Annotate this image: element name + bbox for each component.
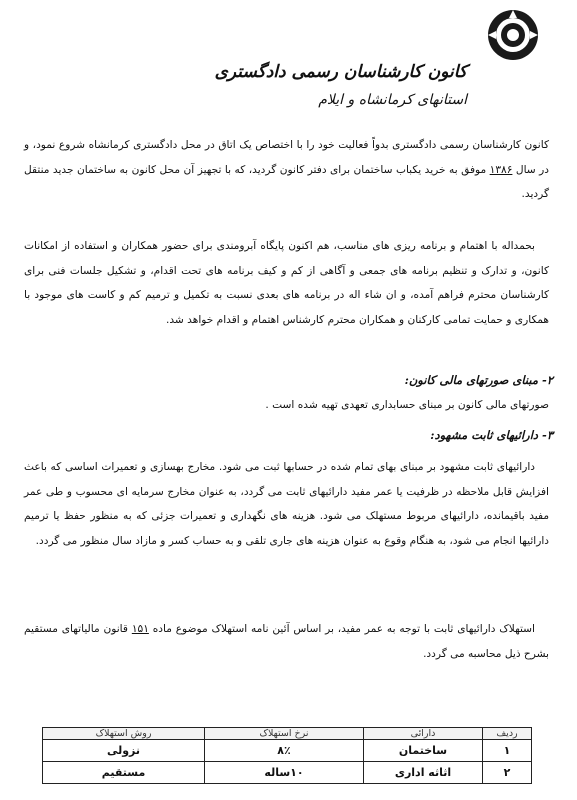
section-3-paragraph-2 bbox=[24, 617, 549, 666]
depreciation-text-a: استهلاک دارائیهای ثابت با توجه به عمر مفید، بر اساس آئین نامه استهلاک موضوع ماده bbox=[148, 623, 535, 635]
section-3-heading: ۳- دارائیهای ثابت مشهود: bbox=[430, 428, 553, 442]
org-branch: استانهای کرمانشاه و ایلام bbox=[318, 92, 467, 108]
section-2-text bbox=[24, 393, 549, 418]
cell-method: نزولی bbox=[43, 740, 205, 762]
depreciation-text-b: قانون مالیاتهای مستقیم بشرح ذیل محاسبه می گردد. bbox=[24, 623, 549, 660]
org-name: کانون کارشناسان رسمی دادگستری bbox=[214, 62, 467, 82]
intro-paragraph-1 bbox=[24, 133, 549, 207]
fixed-assets-text: دارائیهای ثابت مشهود بر مبنای بهای تمام شده در حسابها ثبت می شود. مخارج بهسازی و تعمیرات اساسی که باعث افزایش قابل ملاحظه در ظرفیت یا عمر مفید دارائیهای ثابت می گردد، به عنوان مخارج سرمایه ای محسوب و طی عمر مفید باقیمانده، دارائیهای مربوط مستهلک می شود. هزینه های نگهداری و تعمیرات جزئی که به منظور حفظ یا ترمیم دارائیها انجام می شود، به هنگام وقوع به عنوان هزینه های جاری تلقی و به حساب کسر و مازاد سال منظور می گردد. bbox=[24, 461, 549, 547]
col-header-rate: نرخ استهلاک bbox=[205, 728, 364, 740]
cell-rate: ۱۰ساله bbox=[205, 762, 364, 784]
cell-method: مستقیم bbox=[43, 762, 205, 784]
intro-text-b: موفق به خرید یکباب ساختمان برای دفتر کانون گردید، که با تجهیز آن محل کانون به ساختمان جدید منتقل گردید. bbox=[24, 163, 549, 200]
cell-asset: اثاثه اداری bbox=[364, 762, 483, 784]
table-header-row bbox=[43, 728, 532, 740]
col-header-row-no: ردیف bbox=[483, 728, 532, 740]
section-2-heading: ۲- مبنای صورتهای مالی کانون: bbox=[404, 373, 553, 387]
cell-rate: ۸٪ bbox=[205, 740, 364, 762]
col-header-method: روش استهلاک bbox=[43, 728, 205, 740]
cell-row-no: ۱ bbox=[483, 740, 532, 762]
col-header-asset: دارائی bbox=[364, 728, 483, 740]
table-row bbox=[43, 762, 532, 784]
purchase-year: ۱۳۸۶ bbox=[489, 163, 513, 176]
cell-row-no: ۲ bbox=[483, 762, 532, 784]
section-2-body: صورتهای مالی کانون بر مبنای حسابداری تعهدی تهیه شده است . bbox=[265, 399, 549, 411]
depreciation-table bbox=[42, 727, 532, 784]
table-row bbox=[43, 740, 532, 762]
cell-asset: ساختمان bbox=[364, 740, 483, 762]
section-3-paragraph-1 bbox=[24, 455, 549, 553]
article-number: ۱۵۱ bbox=[131, 623, 149, 635]
intro-text-a: کانون کارشناسان رسمی دادگستری بدواً فعالیت خود را با اختصاص یک اتاق در محل دادگستری کرمانشاه شروع نمود، و در سال bbox=[24, 139, 549, 176]
org-logo-icon bbox=[486, 8, 540, 62]
intro-p2-text: بحمداله با اهتمام و برنامه ریزی های مناسب، هم اکنون پایگاه آبرومندی برای حضور همکاران و استفاده از امکانات کانون، و تدارک و تنظیم برنامه های جمعی و آگاهی از کم و کیف برنامه های تحت اقدام، و تشکیل جلسات فنی برای کارشناسان محترم فراهم آمده، و ان شاء اله در برنامه های بعدی نسبت به تکمیل و ترمیم کم و کاست های موجود با همکاری و حمایت تمامی کارکنان و همکاران محترم کارشناس اهتمام و اقدام خواهد شد. bbox=[24, 240, 549, 326]
intro-paragraph-2 bbox=[24, 234, 549, 332]
